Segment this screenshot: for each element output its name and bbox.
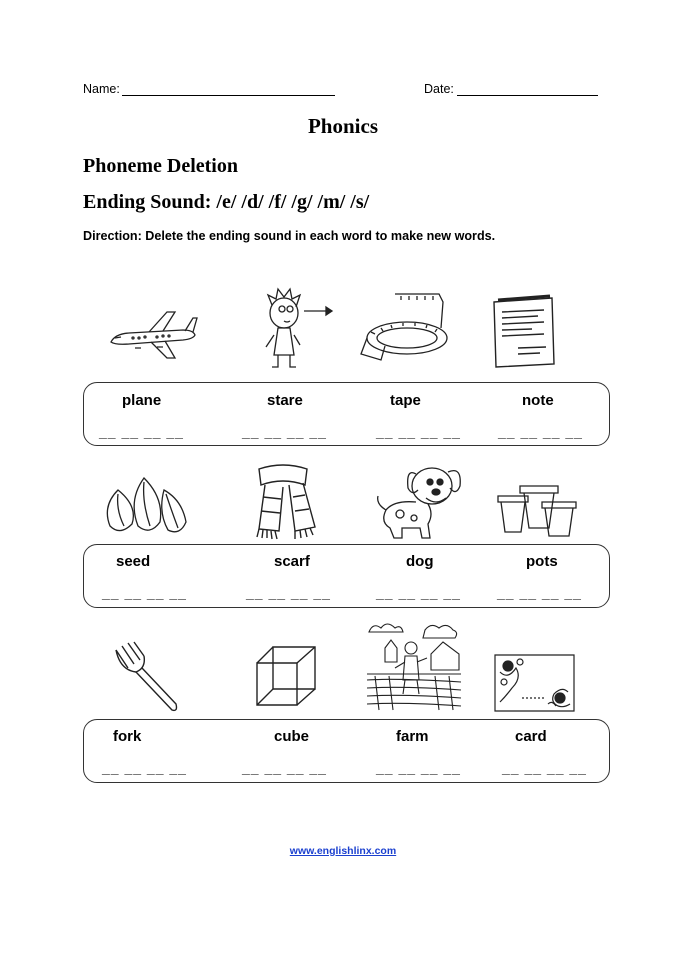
answer-blank[interactable]: __ __ __ __ [376, 424, 461, 440]
name-field[interactable] [122, 95, 335, 96]
tape-measure-icon [355, 288, 455, 366]
fork-icon [110, 640, 182, 715]
date-label: Date: [424, 82, 454, 96]
word-fork: fork [113, 728, 142, 745]
footer [0, 845, 686, 857]
word-seed: seed [116, 553, 151, 570]
word-cube: cube [274, 728, 310, 745]
airplane-icon [105, 308, 200, 363]
date-field[interactable] [457, 95, 598, 96]
page-title: Phonics [307, 114, 378, 138]
answer-blank[interactable]: __ __ __ __ [102, 585, 187, 601]
word-plane: plane [122, 392, 162, 409]
cube-icon [253, 643, 319, 711]
word-card: card [515, 728, 547, 745]
flower-pots-icon [496, 482, 584, 538]
answer-blank[interactable]: __ __ __ __ [102, 760, 187, 776]
answer-blank[interactable]: __ __ __ __ [376, 760, 461, 776]
card-icon [492, 652, 577, 714]
direction-text: Direction: Delete the ending sound in each word to make new words. [83, 229, 496, 243]
boy-staring-icon [260, 285, 340, 370]
section-subtitle: Phoneme Deletion [83, 155, 238, 177]
farm-icon [365, 618, 463, 713]
footer-link[interactable]: www.englishlinx.com [289, 845, 397, 857]
answer-blank[interactable]: __ __ __ __ [242, 424, 327, 440]
scarf-icon [245, 463, 321, 541]
answer-blank[interactable]: __ __ __ __ [242, 760, 327, 776]
word-pots: pots [526, 553, 558, 570]
answer-blank[interactable]: __ __ __ __ [99, 424, 184, 440]
name-label: Name: [83, 82, 120, 96]
note-paper-icon [488, 294, 560, 369]
word-note: note [522, 392, 554, 409]
word-scarf: scarf [274, 553, 310, 570]
answer-blank[interactable]: __ __ __ __ [502, 760, 587, 776]
word-dog: dog [406, 553, 434, 570]
answer-blank[interactable]: __ __ __ __ [498, 424, 583, 440]
word-stare: stare [267, 392, 303, 409]
ending-sound-heading: Ending Sound: /e/ /d/ /f/ /g/ /m/ /s/ [83, 191, 370, 213]
word-farm: farm [396, 728, 429, 745]
answer-blank[interactable]: __ __ __ __ [376, 585, 461, 601]
seeds-icon [98, 470, 190, 542]
word-tape: tape [390, 392, 421, 409]
answer-blank[interactable]: __ __ __ __ [246, 585, 331, 601]
dog-icon [370, 462, 465, 542]
answer-blank[interactable]: __ __ __ __ [497, 585, 582, 601]
